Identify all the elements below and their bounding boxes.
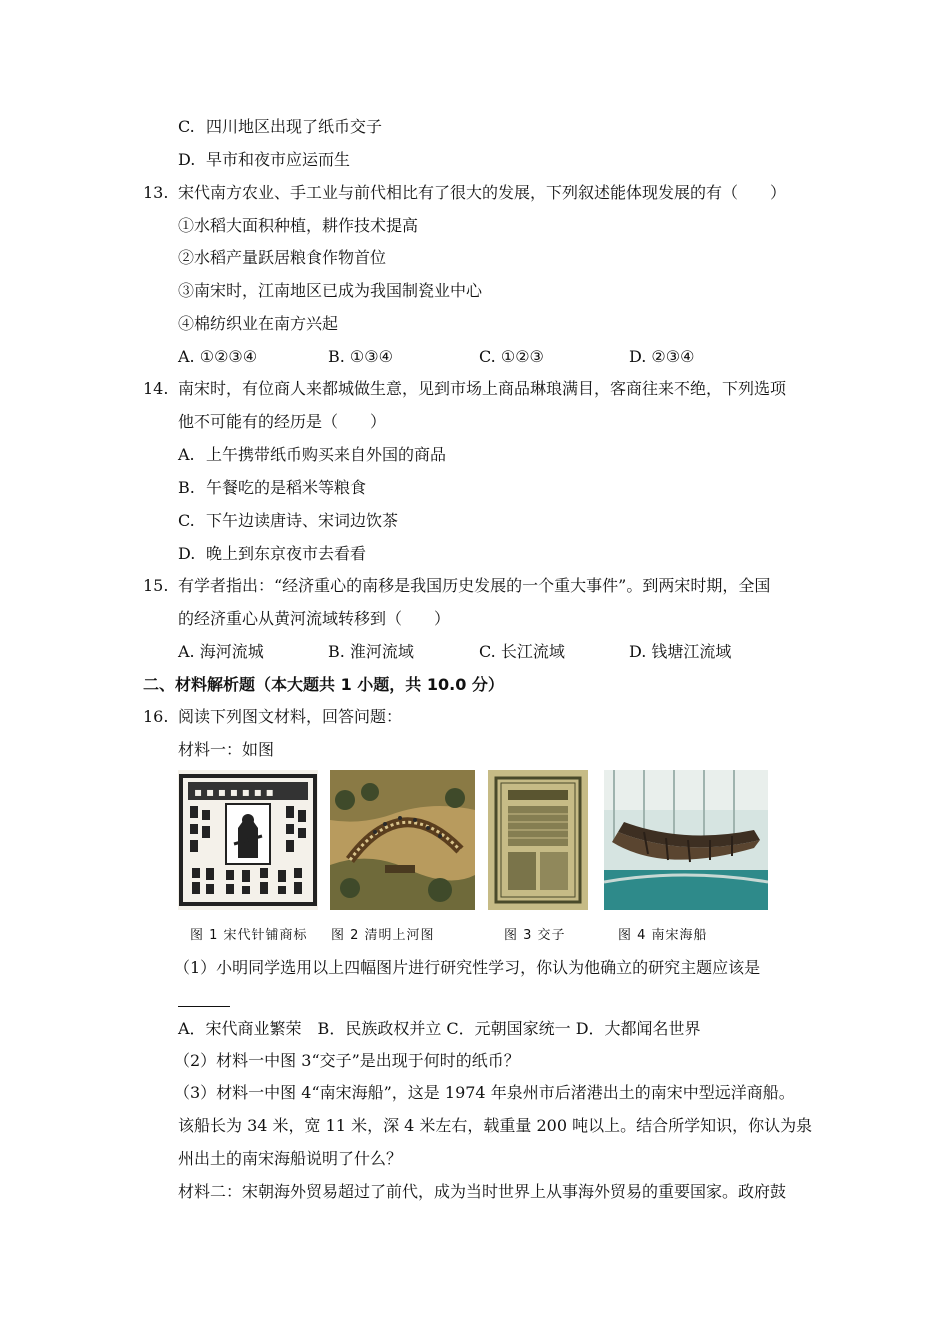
q12-option-c xyxy=(178,116,578,138)
option-letter: B. xyxy=(178,478,195,497)
q16-stem: 阅读下列图文材料，回答问题： xyxy=(178,707,403,726)
needle-shop-trademark-image xyxy=(178,770,318,910)
figure-4-caption: 图 4 南宋海船 xyxy=(618,928,708,943)
q14-option-b xyxy=(178,477,578,499)
figure-3-caption: 图 3 交子 xyxy=(504,928,566,943)
option-letter: C. xyxy=(178,511,195,530)
option-letter: C. xyxy=(178,117,195,136)
q12-option-d xyxy=(178,149,578,171)
q13-item-4: ④棉纺织业在南方兴起 xyxy=(178,314,339,333)
q14-option-d xyxy=(178,543,578,565)
option-b: B. 淮河流域 xyxy=(328,642,414,661)
option-letter: A. xyxy=(178,445,195,464)
q16-sub2: （2）材料一中图 3“交子”是出现于何时的纸币？ xyxy=(174,1051,520,1070)
option-text: 午餐吃的是稻米等粮食 xyxy=(206,478,367,497)
q13-item-2: ②水稻产量跃居粮食作物首位 xyxy=(178,248,387,267)
material1-figures xyxy=(178,770,770,945)
q14-stem-line1: 南宋时，有位商人来都城做生意，见到市场上商品琳琅满目，客商往来不绝，下列选项 xyxy=(178,379,787,398)
q16-number: 16. xyxy=(143,707,169,726)
q14-stem-line2: 他不可能有的经历是（ ） xyxy=(178,412,387,431)
option-a: A. 海河流城 xyxy=(178,642,264,661)
q15-stem-line1: 有学者指出：“经济重心的南移是我国历史发展的一个重大事件”。到两宋时期，全国 xyxy=(178,576,771,595)
q15-options xyxy=(178,641,778,663)
option-text: 下午边读唐诗、宋词边饮茶 xyxy=(206,511,399,530)
material2-line1: 材料二：宋朝海外贸易超过了前代，成为当时世界上从事海外贸易的重要国家。政府鼓 xyxy=(178,1182,787,1201)
q16-sub1-line1: （1）小明同学选用以上四幅图片进行研究性学习，你认为他确立的研究主题应该是 xyxy=(174,958,761,977)
material1-label: 材料一：如图 xyxy=(178,740,275,759)
option-a: A. ①②③④ xyxy=(178,347,258,366)
q16-sub1-options: A．宋代商业繁荣 B．民族政权并立 C．元朝国家统一 D．大都闻名世界 xyxy=(178,1019,701,1038)
q13-item-1: ①水稻大面积种植，耕作技术提高 xyxy=(178,216,419,235)
option-text: 早市和夜市应运而生 xyxy=(206,150,351,169)
q14-option-a xyxy=(178,444,578,466)
q16-sub3-line1: （3）材料一中图 4“南宋海船”，这是 1974 年泉州市后渚港出土的南宋中型远洋商船。 xyxy=(174,1083,795,1102)
option-c: C. 长江流域 xyxy=(479,642,565,661)
qingming-scroll-image xyxy=(330,770,475,910)
q15-number: 15. xyxy=(143,576,169,595)
option-text: 晚上到东京夜市去看看 xyxy=(206,544,367,563)
q13-options xyxy=(178,346,778,368)
figure-2-caption: 图 2 清明上河图 xyxy=(331,928,435,943)
q13-stem: 宋代南方农业、手工业与前代相比有了很大的发展，下列叙述能体现发展的有（ ） xyxy=(178,183,787,202)
q15-stem-line2: 的经济重心从黄河流域转移到（ ） xyxy=(178,609,451,628)
q16-sub3-line3: 州出土的南宋海船说明了什么？ xyxy=(178,1149,403,1168)
q13-number: 13. xyxy=(143,183,169,202)
q13-item-3: ③南宋时，江南地区已成为我国制瓷业中心 xyxy=(178,281,483,300)
jiaozi-paper-money-image xyxy=(488,770,588,910)
q14-number: 14. xyxy=(143,379,169,398)
option-d: D. 钱塘江流域 xyxy=(629,642,732,661)
option-d: D. ②③④ xyxy=(629,347,695,366)
q14-option-c xyxy=(178,510,578,532)
option-letter: D. xyxy=(178,544,196,563)
option-text: 上午携带纸币购买来自外国的商品 xyxy=(206,445,447,464)
song-ship-image xyxy=(604,770,768,910)
option-letter: D. xyxy=(178,150,196,169)
option-c: C. ①②③ xyxy=(479,347,544,366)
svg-text:▪ ▪ ▪ ▪ ▪ ▪ ▪: ▪ ▪ ▪ ▪ ▪ ▪ ▪ xyxy=(194,785,274,799)
q16-sub1-blank xyxy=(178,988,230,1007)
figure-1-caption: 图 1 宋代针铺商标 xyxy=(190,928,308,943)
option-text: 四川地区出现了纸币交子 xyxy=(206,117,383,136)
option-b: B. ①③④ xyxy=(328,347,393,366)
q16-sub3-line2: 该船长为 34 米，宽 11 米，深 4 米左右，载重量 200 吨以上。结合所学知识，你认为泉 xyxy=(178,1116,813,1135)
section-2-title: 二、材料解析题（本大题共 1 小题，共 10.0 分） xyxy=(143,675,504,694)
